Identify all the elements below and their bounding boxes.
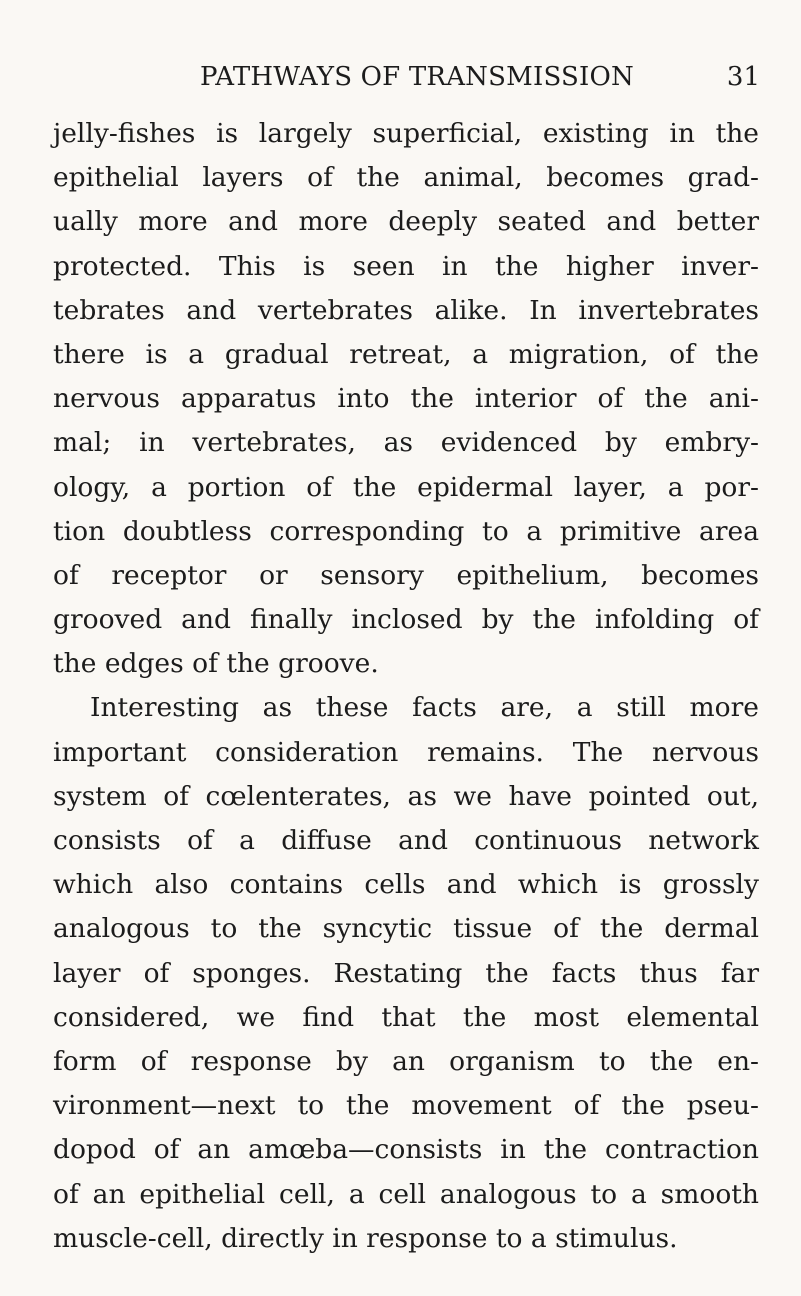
text-line: considered, we find that the most elemental [53, 1001, 759, 1033]
text-line: there is a gradual retreat, a migration, of the [53, 338, 759, 370]
text-line: dopod of an amœba—consists in the contraction [53, 1134, 759, 1166]
text-line: ology, a portion of the epidermal layer, a por- [53, 471, 759, 503]
text-line: tebrates and vertebrates alike. In invertebrates [53, 294, 759, 326]
text-line: mal; in vertebrates, as evidenced by embry- [53, 427, 759, 459]
text-line: important consideration remains. The nervous [53, 736, 759, 768]
paragraph-end-line: muscle-cell, directly in response to a stimulus. [53, 1222, 678, 1254]
body-text [53, 112, 759, 1261]
text-line: of an epithelial cell, a cell analogous to a smooth [53, 1178, 759, 1210]
running-head [200, 62, 760, 98]
text-line: of receptor or sensory epithelium, becomes [53, 559, 759, 591]
text-line: layer of sponges. Restating the facts thus far [53, 957, 759, 989]
text-line: consists of a diffuse and continuous network [53, 825, 759, 856]
paragraph-end-line: the edges of the groove. [53, 648, 379, 680]
text-line: tion doubtless corresponding to a primitive area [53, 515, 759, 547]
text-line: jelly-fishes is largely superficial, existing in the [53, 118, 759, 149]
text-line: epithelial layers of the animal, becomes grad- [53, 162, 759, 194]
text-line: which also contains cells and which is grossly [53, 869, 759, 901]
text-line: ually more and more deeply seated and better [53, 206, 759, 238]
text-line: vironment—next to the movement of the pseu- [53, 1090, 759, 1122]
text-line: system of cœlenterates, as we have pointed out, [53, 780, 759, 812]
running-title: PATHWAYS OF TRANSMISSION [200, 62, 634, 92]
text-line: form of response by an organism to the en- [53, 1045, 759, 1077]
page-number: 31 [726, 62, 760, 92]
text-line: protected. This is seen in the higher inver- [53, 250, 759, 282]
paragraph-start-line: Interesting as these facts are, a still more [90, 692, 759, 724]
text-line: analogous to the syncytic tissue of the dermal [53, 913, 759, 945]
text-line: nervous apparatus into the interior of the ani- [53, 383, 759, 415]
text-line: grooved and finally inclosed by the infolding of [53, 604, 759, 636]
